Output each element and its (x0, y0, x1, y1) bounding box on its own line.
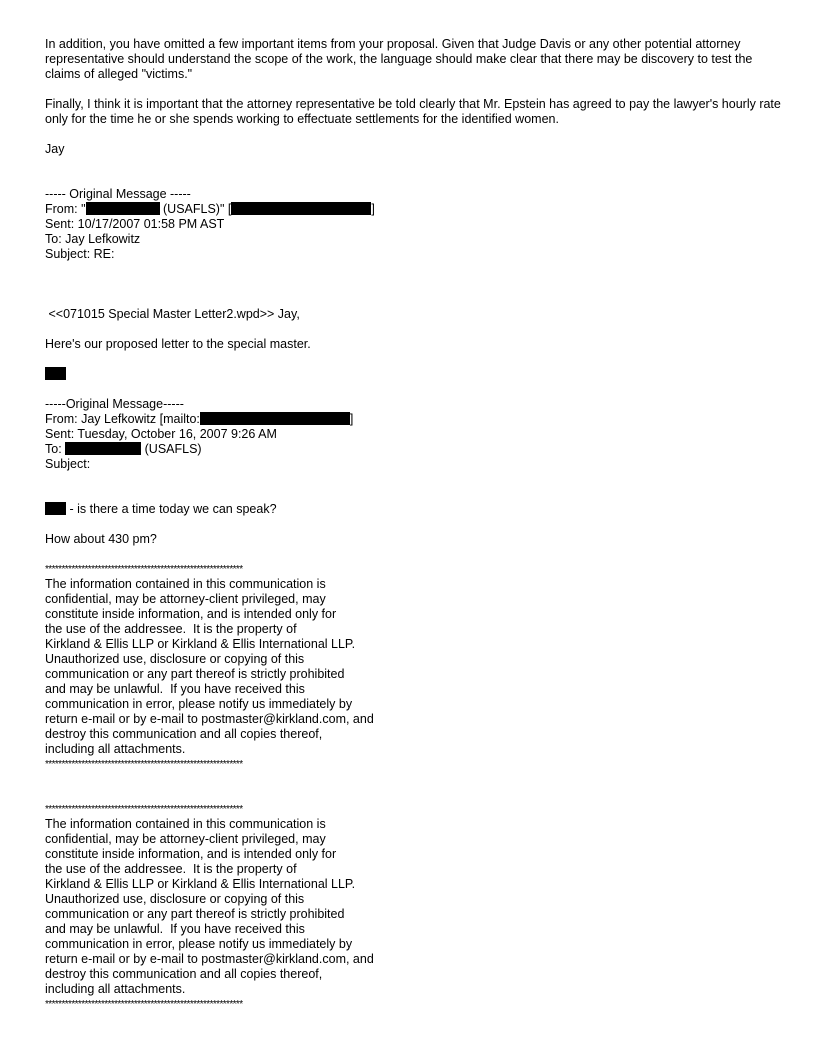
reply-body: Here's our proposed letter to the special master. (45, 337, 311, 351)
earlier-message-header: -----Original Message----- (45, 397, 184, 411)
disclaimer-line: Kirkland & Ellis LLP or Kirkland & Ellis International LLP. (45, 877, 356, 891)
disclaimer-line: destroy this communication and all copies thereof, (45, 967, 323, 981)
sent-line: Sent: 10/17/2007 01:58 PM AST (45, 217, 225, 231)
disclaimer-line: the use of the addressee. It is the property of (45, 862, 297, 876)
earlier-subject-line: Subject: (45, 457, 91, 471)
earlier-sent-line: Sent: Tuesday, October 16, 2007 9:26 AM (45, 427, 277, 441)
disclaimer-line: The information contained in this communication is (45, 577, 326, 591)
answer-line: How about 430 pm? (45, 532, 157, 546)
redaction-bar (231, 202, 371, 215)
earlier-to-suffix: (USAFLS) (141, 442, 202, 456)
redaction-bar (45, 367, 66, 380)
disclaimer-line: communication or any part thereof is strictly prohibited (45, 907, 345, 921)
from-line (45, 202, 785, 217)
disclaimer-stars-bottom: ************************************************************ (45, 999, 243, 1010)
question-line (45, 502, 785, 517)
earlier-from-line (45, 412, 785, 427)
disclaimer-line: the use of the addressee. It is the property of (45, 622, 297, 636)
from-suffix: ] (371, 202, 375, 216)
disclaimer-line: Unauthorized use, disclosure or copying of this (45, 652, 305, 666)
disclaimer-line: return e-mail or by e-mail to postmaster@kirkland.com, and (45, 952, 374, 966)
question-text: - is there a time today we can speak? (66, 502, 277, 516)
email-document (45, 37, 785, 1012)
disclaimer-line: return e-mail or by e-mail to postmaster@kirkland.com, and (45, 712, 374, 726)
earlier-from-prefix: From: Jay Lefkowitz [mailto: (45, 412, 200, 426)
disclaimer-line: destroy this communication and all copies thereof, (45, 727, 323, 741)
disclaimer-line: communication or any part thereof is strictly prohibited (45, 667, 345, 681)
to-line: To: Jay Lefkowitz (45, 232, 141, 246)
disclaimer-line: Unauthorized use, disclosure or copying of this (45, 892, 305, 906)
redacted-signature (45, 367, 785, 382)
disclaimer-line: communication in error, please notify us immediately by (45, 937, 353, 951)
original-message-header: ----- Original Message ----- (45, 187, 191, 201)
disclaimer-line: and may be unlawful. If you have received this (45, 682, 305, 696)
disclaimer-line: Kirkland & Ellis LLP or Kirkland & Ellis International LLP. (45, 637, 356, 651)
disclaimer-block-1 (45, 562, 405, 772)
redaction-bar (200, 412, 350, 425)
disclaimer-stars-top: ************************************************************ (45, 564, 243, 575)
disclaimer-line: and may be unlawful. If you have received this (45, 922, 305, 936)
disclaimer-line: including all attachments. (45, 982, 186, 996)
body-paragraph-2: Finally, I think it is important that the attorney representative be told clearly that Mr. Epstein has agreed to pay the lawyer's hourly rate only for the time he or she spends working to effectuate settlements for the identified women. (45, 97, 781, 126)
redaction-bar (65, 442, 141, 455)
disclaimer-line: constitute inside information, and is intended only for (45, 847, 337, 861)
earlier-to-line (45, 442, 785, 457)
disclaimer-stars-top: ************************************************************ (45, 804, 243, 815)
disclaimer-line: confidential, may be attorney-client privileged, may (45, 832, 326, 846)
disclaimer-block-2 (45, 802, 405, 1012)
disclaimer-line: confidential, may be attorney-client privileged, may (45, 592, 326, 606)
disclaimer-line: including all attachments. (45, 742, 186, 756)
disclaimer-line: constitute inside information, and is intended only for (45, 607, 337, 621)
earlier-to-prefix: To: (45, 442, 66, 456)
from-middle: (USAFLS)" [ (159, 202, 232, 216)
body-paragraph-1: In addition, you have omitted a few important items from your proposal. Given that Judge Davis or any other potential attorney representative should understand the scope of the work, the language should make clear that there may be discovery to test the claims of alleged "victims." (45, 37, 753, 81)
attachment-line: <<071015 Special Master Letter2.wpd>> Jay, (45, 307, 300, 321)
disclaimer-line: The information contained in this communication is (45, 817, 326, 831)
earlier-from-suffix: ] (349, 412, 354, 426)
redaction-bar (45, 502, 66, 515)
subject-line: Subject: RE: (45, 247, 115, 261)
signoff: Jay (45, 142, 65, 156)
earlier-message-header-block (45, 397, 785, 472)
original-message-header-block (45, 187, 785, 262)
from-prefix: From: " (45, 202, 86, 216)
disclaimer-line: communication in error, please notify us immediately by (45, 697, 353, 711)
redaction-bar (86, 202, 160, 215)
disclaimer-stars-bottom: ************************************************************ (45, 759, 243, 770)
